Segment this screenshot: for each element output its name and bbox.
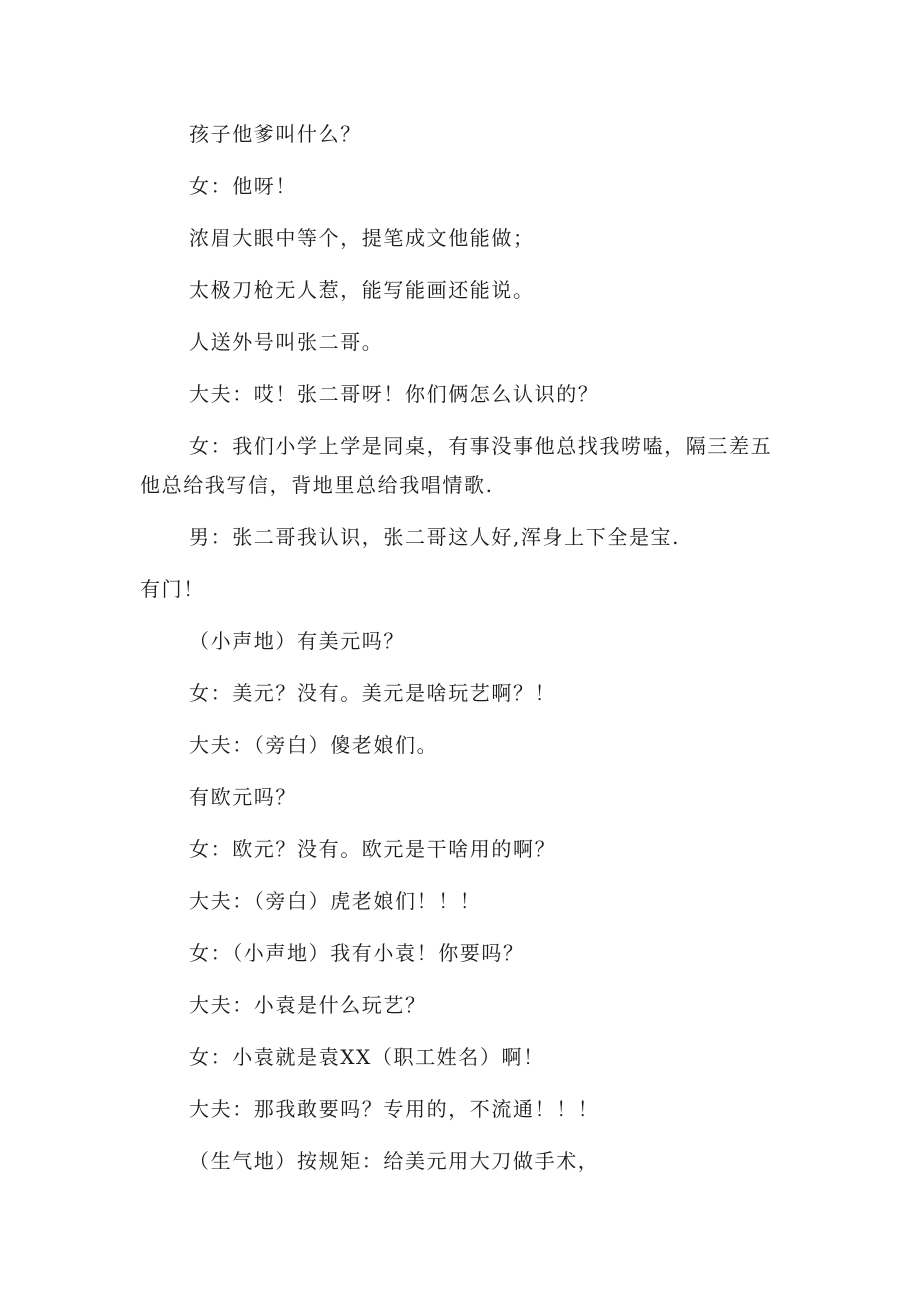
text-line: 大夫：哎！张二哥呀！你们俩怎么认识的？ [189,382,600,406]
text-line: 女：（小声地）我有小袁！你要吗？ [189,941,525,965]
text-line: 有门！ [140,577,205,601]
text-line: 有欧元吗？ [189,785,297,809]
text-line: 大夫：（旁白）虎老娘们！！！ [189,889,482,913]
text-line: 他总给我写信，背地里总给我唱情歌. [140,473,494,497]
text-line: 大夫：小袁是什么玩艺？ [189,993,427,1017]
text-line: （小声地）有美元吗？ [189,629,405,653]
text-line: 大夫：（旁白）傻老娘们。 [189,733,439,757]
text-line: （生气地）按规矩：给美元用大刀做手术， [189,1149,600,1173]
text-line: 女：他呀！ [189,174,297,198]
text-line: 女：我们小学上学是同桌，有事没事他总找我唠嗑，隔三差五 [189,434,773,458]
text-line: 大夫：那我敢要吗？专用的，不流通！！！ [189,1097,600,1121]
text-line: 人送外号叫张二哥。 [189,330,384,354]
text-line: 女：小袁就是袁XX（职工姓名）啊！ [189,1045,545,1069]
text-line: 女：欧元？没有。欧元是干啥用的啊？ [189,837,557,861]
text-line: 太极刀枪无人惹，能写能画还能说。 [189,278,535,302]
text-line: 孩子他爹叫什么？ [189,122,362,146]
text-line: 男：张二哥我认识，张二哥这人好,浑身上下全是宝. [189,525,681,549]
text-line: 女：美元？没有。美元是啥玩艺啊？！ [189,681,557,705]
text-line: 浓眉大眼中等个，提笔成文他能做； [189,226,535,250]
